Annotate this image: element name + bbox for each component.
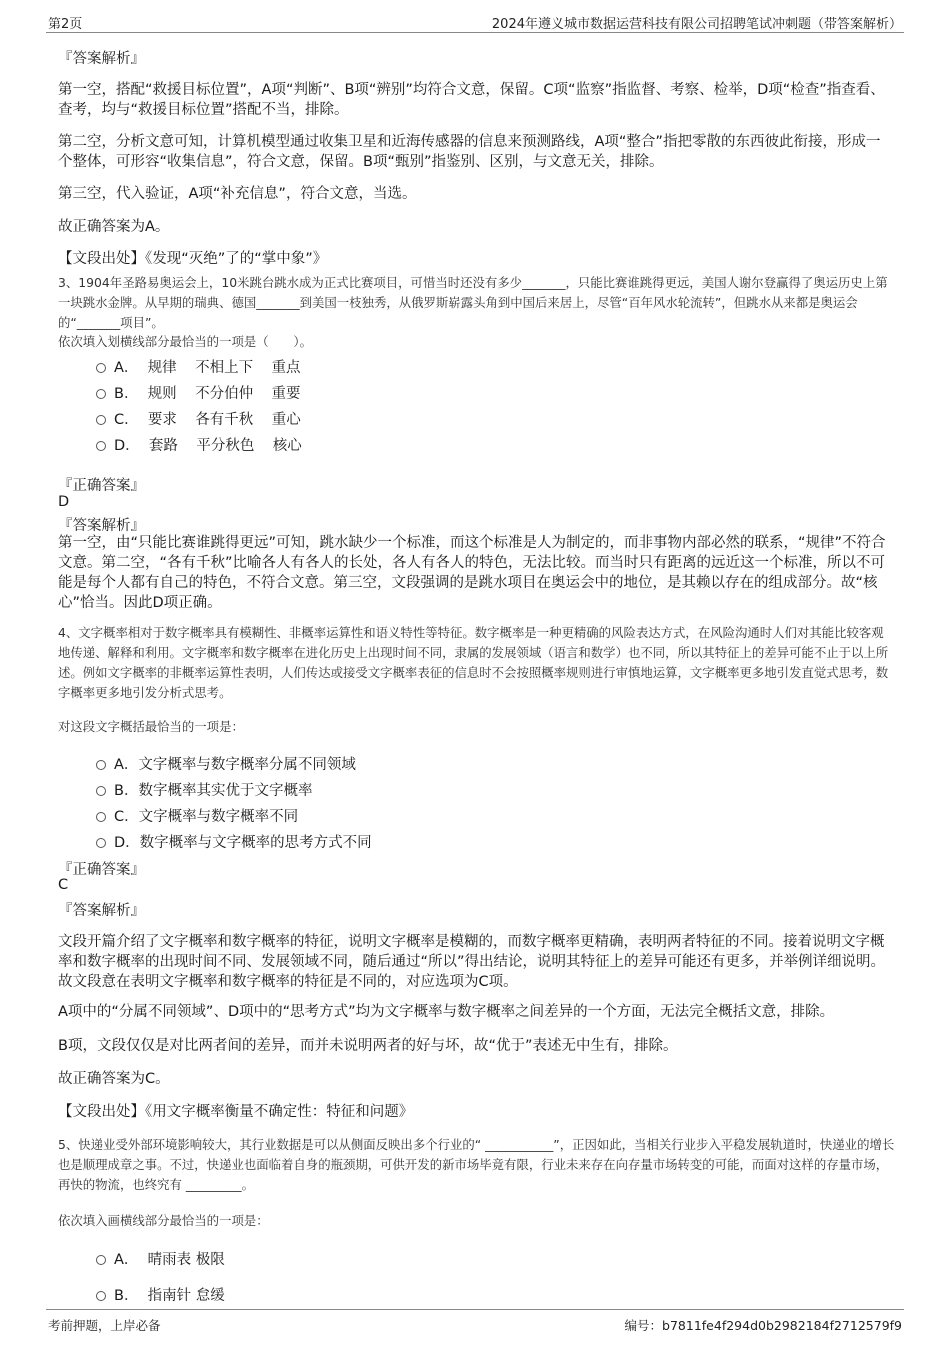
document-code: 编号：b7811fe4f294d0b2982184f2712579f9 [624,1318,902,1333]
radio-icon[interactable] [96,1291,106,1301]
q3-option-b[interactable]: B． 规则 不分伯仲 重要 [96,382,301,403]
document-title: 2024年遵义城市数据运营科技有限公司招聘笔试冲刺题（带答案解析） [491,17,902,32]
q4-stem: 4、文字概率相对于数字概率具有模糊性、非概率运算性和语义特性等特征。数字概率是一种更精确的风险表达方式，在风险沟通时人们对其能比较客观地传递、解释和利用。文字概率和数字概率在进化历史上出现时间不同，隶属的发展领域（语言和数学）也不同，所以其特征上的差异可能不止于以上所述。例如文字概率的非概率运算性表明，人们传达或接受文字概率表征的信息时不会按照概率规则进行审慎地运算，文字概率更多地引发直觉式思考，数字概率更多地引发分析式思考。 [58,625,889,700]
q4-source: 【文段出处】《用文字概率衡量不确定性：特征和问题》 [58,1104,414,1120]
q4-prompt: 对这段文字概括最恰当的一项是： [58,719,244,734]
radio-icon[interactable] [96,1255,106,1265]
page-number: 第2页 [48,17,83,32]
prev-analysis-para-1: 第一空，搭配“救援目标位置”，A项“判断”、B项“辨别”均符合文意，保留。C项“监察”指监督、考察、检举，D项“检查”指查看、查考，均与“救援目标位置”搭配不当，排除。 [58,82,885,118]
prev-analysis-title: 『答案解析』 [58,51,145,67]
q5-prompt: 依次填入画横线部分最恰当的一项是： [58,1213,269,1228]
radio-icon[interactable] [96,786,106,796]
radio-icon[interactable] [96,363,106,373]
q4-analysis-para-3: B项，文段仅仅是对比两者间的差异，而并未说明两者的好与坏，故“优于”表述无中生有，排除。 [58,1038,678,1054]
q3-stem: 3、1904年圣路易奥运会上，10米跳台跳水成为正式比赛项目，可惜当时还没有多少_______，只能比赛谁跳得更远，美国人谢尔登赢得了奥运历史上第一块跳水金牌。从早期的瑞典、德国_______到美国一枝独秀，从俄罗斯崭露头角到中国后来居上，尽管“百年风水轮流转”，但跳水从来都是奥运会的“_______项目”。 [58,275,888,330]
q3-analysis: 第一空，由“只能比赛谁跳得更远”可知，跳水缺少一个标准，而这个标准是人为制定的，而非事物内部必然的联系，“规律”不符合文意。第二空，“各有千秋”比喻各人有各人的长处，各人有各人的特色，无法比较。而当时只有距离的远近这一个标准，所以不可能是每个人都有自己的特色，不符合文意。第三空，文段强调的是跳水项目在奥运会中的地位，是其赖以存在的组成部分。故“核心”恰当。因此D项正确。 [58,535,886,611]
q4-option-b[interactable]: B．数字概率其实优于文字概率 [96,779,312,800]
q3-correct-title: 『正确答案』 [58,478,145,494]
prev-analysis-para-3: 第三空，代入验证，A项“补充信息”，符合文意，当选。 [58,186,417,202]
q4-correct-answer: C [58,877,69,893]
q5-option-a[interactable]: A． 晴雨表 极限 [96,1248,225,1269]
radio-icon[interactable] [96,760,106,770]
q4-analysis-title: 『答案解析』 [58,903,145,919]
page-footer [46,1309,904,1338]
q5-option-b[interactable]: B． 指南针 怠缓 [96,1284,225,1305]
radio-icon[interactable] [96,838,106,848]
page-header [46,10,904,33]
q3-option-c[interactable]: C． 要求 各有千秋 重心 [96,408,301,429]
q3-correct-answer: D [58,494,70,510]
q4-analysis-para-1: 文段开篇介绍了文字概率和数字概率的特征，说明文字概率是模糊的，而数字概率更精确，表明两者特征的不同。接着说明文字概率和数字概率的出现时间不同、发展领域不同，随后通过“所以”得出结论，说明其特征上的差异可能还有更多，并举例详细说明。故文段意在表明文字概率和数字概率的特征是不同的，对应选项为C项。 [58,934,886,990]
q5-stem: 5、快递业受外部环境影响较大，其行业数据是可以从侧面反映出多个行业的“ ___________”，正因如此，当相关行业步入平稳发展轨道时，快递业的增长也是顺理成章之事。不过，快递业也面临着自身的瓶颈期，可供开发的新市场毕竟有限，行业未来存在向存量市场转变的可能，而面对这样的存量市场，再快的物流，也终究有 _________。 [58,1137,895,1192]
radio-icon[interactable] [96,389,106,399]
prev-conclusion: 故正确答案为A。 [58,219,170,235]
q4-option-d[interactable]: D．数字概率与文字概率的思考方式不同 [96,831,372,852]
q4-correct-title: 『正确答案』 [58,862,145,878]
q3-prompt: 依次填入划横线部分最恰当的一项是（ ）。 [58,334,313,349]
footer-slogan: 考前押题，上岸必备 [48,1318,161,1333]
radio-icon[interactable] [96,812,106,822]
q4-option-a[interactable]: A．文字概率与数字概率分属不同领域 [96,753,356,774]
q3-option-a[interactable]: A． 规律 不相上下 重点 [96,356,301,377]
q4-conclusion: 故正确答案为C。 [58,1071,170,1087]
q4-option-c[interactable]: C．文字概率与数字概率不同 [96,805,298,826]
radio-icon[interactable] [96,415,106,425]
q3-option-d[interactable]: D． 套路 平分秋色 核心 [96,434,302,455]
q3-analysis-title: 『答案解析』 [58,518,145,534]
prev-source: 【文段出处】《发现“灭绝”了的“掌中象”》 [58,251,328,267]
prev-analysis-para-2: 第二空，分析文意可知，计算机模型通过收集卫星和近海传感器的信息来预测路线，A项“整合”指把零散的东西彼此衔接，形成一个整体，可形容“收集信息”，符合文意，保留。B项“甄别”指鉴别、区别，与文意无关，排除。 [58,134,881,170]
q4-analysis-para-2: A项中的“分属不同领域”、D项中的“思考方式”均为文字概率与数字概率之间差异的一个方面，无法完全概括文意，排除。 [58,1004,835,1020]
radio-icon[interactable] [96,441,106,451]
